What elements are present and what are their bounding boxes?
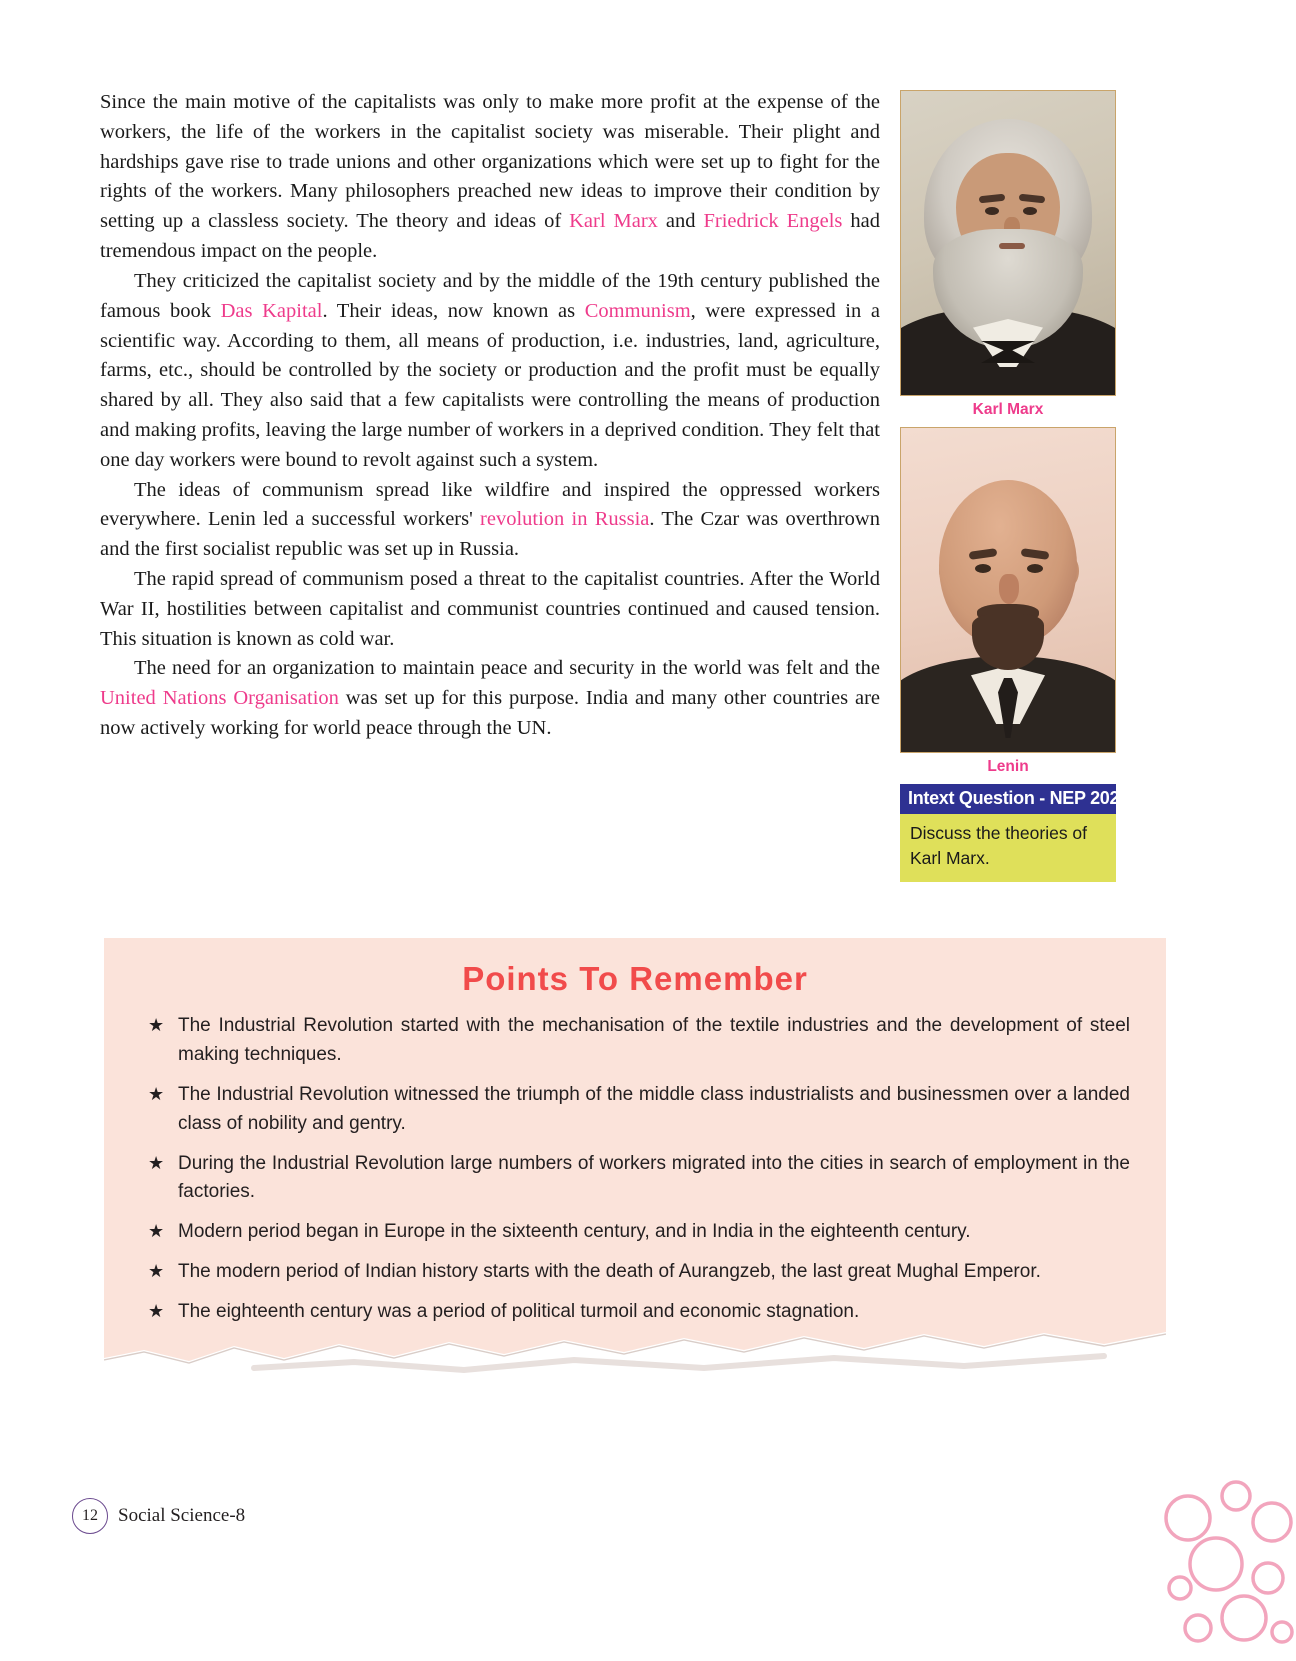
figure-lenin — [900, 427, 1116, 776]
highlighted-term: Karl Marx — [569, 210, 658, 233]
list-item-text: During the Industrial Revolution large numbers of workers migrated into the cities in search of employment in the factories. — [178, 1152, 1130, 1203]
list-item-text: The modern period of Indian history starts with the death of Aurangzeb, the last great Mughal Emperor. — [178, 1261, 1041, 1283]
text-run: . Their ideas, now known as — [322, 299, 585, 322]
points-to-remember-box — [104, 938, 1166, 1382]
paragraph — [100, 654, 880, 743]
paragraph — [100, 476, 880, 565]
text-run: was set up for this purpose. India and many other countries are now actively working for world peace through the UN. — [100, 687, 880, 740]
intext-question-heading: Intext Question - NEP 2020 — [900, 784, 1116, 814]
text-run: . The Czar was overthrown and the first socialist republic was set up in Russia. — [100, 508, 880, 561]
illustration-column — [900, 90, 1129, 882]
text-run: Since the main motive of the capitalists was only to make more profit at the expense of the workers, the life of the workers in the capitalist society was miserable. Their plight and hardships gave rise to trade unions and other organizations which were set up to fight for the rights of the workers. Many philosophers preached new ideas to improve their condition by setting up a classless society. The theory and ideas of — [100, 91, 880, 233]
list-item-text: Modern period began in Europe in the sixteenth century, and in India in the eighteenth century. — [178, 1221, 971, 1243]
portrait-lenin-icon — [901, 428, 1115, 752]
highlighted-term: Friedrick Engels — [703, 210, 843, 233]
list-item-text: The eighteenth century was a period of political turmoil and economic stagnation. — [178, 1301, 860, 1322]
star-bullet-icon: ★ — [148, 1301, 165, 1321]
karl-marx-photo — [900, 90, 1116, 396]
text-run: had tremendous impact on the people. — [100, 210, 880, 263]
star-bullet-icon: ★ — [148, 1221, 165, 1242]
portrait-karl-marx-icon — [901, 91, 1115, 395]
list-item — [148, 1081, 1130, 1139]
page-footer — [72, 1498, 245, 1534]
highlighted-term: Communism — [584, 299, 691, 322]
text-run: and — [657, 210, 704, 233]
paragraph — [100, 267, 880, 476]
torn-edge-icon — [104, 1328, 1166, 1388]
list-item — [148, 1218, 1130, 1247]
text-run: The rapid spread of communism posed a threat to the capitalist countries. After the World War II, hostilities between capitalist and communist countries continued and caused tension. This situation is known as cold war. — [100, 568, 880, 650]
star-bullet-icon: ★ — [148, 1015, 165, 1035]
paragraph — [100, 88, 880, 267]
paragraph — [100, 565, 880, 654]
star-bullet-icon: ★ — [148, 1261, 165, 1282]
list-item-text: The Industrial Revolution started with the mechanisation of the textile industries and the development of steel making techniques. — [178, 1015, 1130, 1065]
points-to-remember-title: Points To Remember — [462, 960, 808, 997]
list-item — [148, 1298, 1130, 1327]
text-run: The ideas of communism spread like wildfire and inspired the oppressed workers everywhere. Lenin led a successful workers' — [100, 478, 880, 531]
star-bullet-icon: ★ — [148, 1083, 165, 1104]
star-bullet-icon: ★ — [148, 1152, 165, 1173]
page-number-badge: 12 — [72, 1498, 108, 1534]
lenin-photo — [900, 427, 1116, 753]
list-item-text: The Industrial Revolution witnessed the triumph of the middle class industrialists and businessmen over a landed class of nobility and gentry. — [178, 1083, 1130, 1134]
highlighted-term: Das Kapital — [220, 299, 323, 322]
highlighted-term: revolution in Russia — [480, 508, 650, 531]
intext-question-box — [900, 784, 1129, 882]
body-text-column — [100, 88, 880, 744]
figure-karl-marx — [900, 90, 1116, 419]
list-item — [148, 1258, 1130, 1287]
figure-caption: Lenin — [987, 758, 1029, 775]
list-item — [148, 1150, 1130, 1208]
text-run: The need for an organization to maintain peace and security in the world was felt and the — [134, 657, 880, 680]
text-run: , were expressed in a scientific way. According to them, all means of production, i.e. industries, land, agriculture, farms, etc., should be controlled by the society or production and the profit must be equally shared by all. They also said that a few capitalists were controlling the means of production and making profits, leaving the large number of workers in a deprived condition. They felt that one day workers were bound to revolt against such a system. — [100, 299, 880, 471]
torn-paper-edge-decoration — [104, 1328, 1166, 1388]
highlighted-term: United Nations Organisation — [100, 687, 339, 710]
list-item — [148, 1012, 1130, 1070]
figure-caption: Karl Marx — [972, 401, 1044, 418]
text-run: They criticized the capitalist society and by the middle of the 19th century published the famous book — [100, 269, 880, 322]
points-to-remember-list — [104, 1012, 1166, 1327]
book-title-label: Social Science-8 — [118, 1505, 246, 1526]
intext-question-body: Discuss the theories of Karl Marx. — [900, 814, 1116, 882]
bubbles-icon — [1076, 1456, 1296, 1656]
corner-bubbles-decoration — [1076, 1456, 1296, 1656]
